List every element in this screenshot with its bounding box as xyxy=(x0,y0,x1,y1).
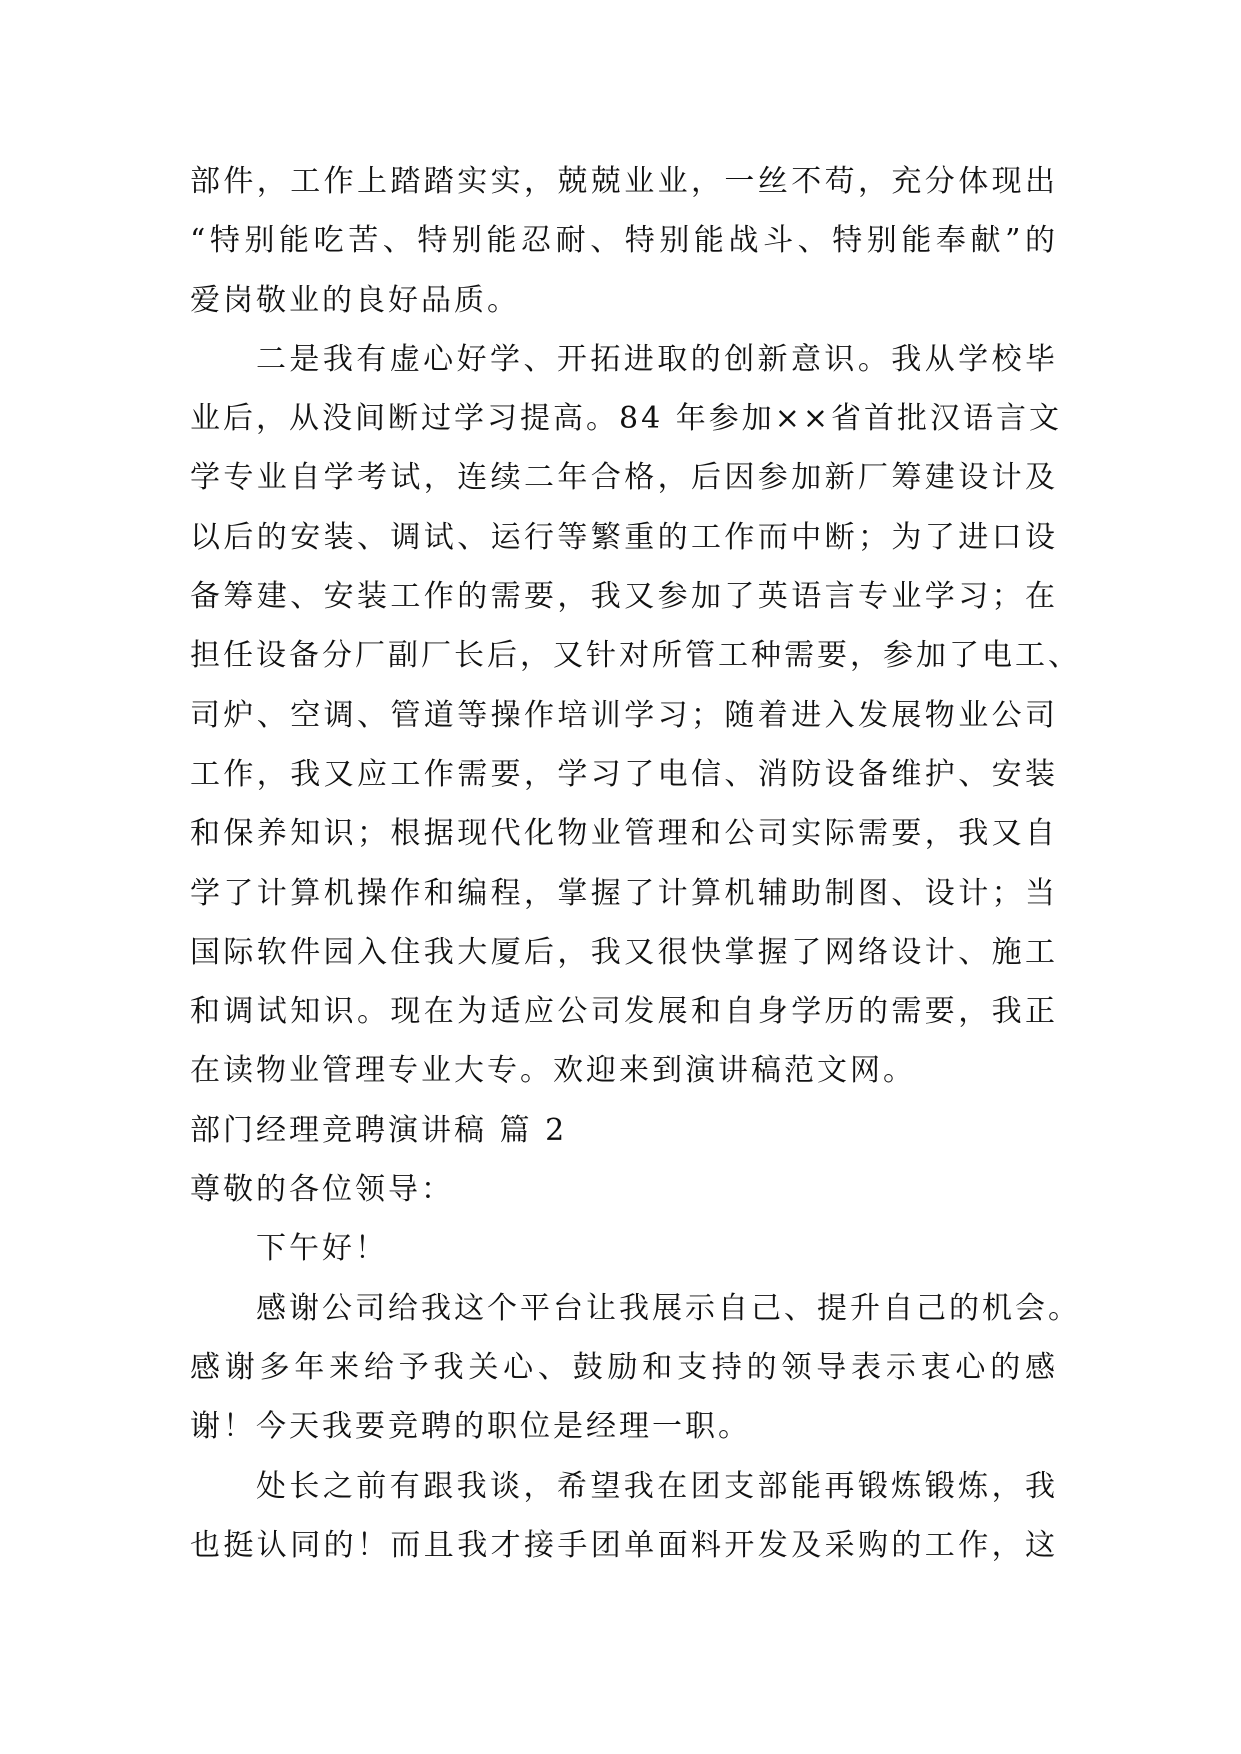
greeting: 下午好！ xyxy=(256,1231,388,1267)
paragraph-discussion xyxy=(190,1457,1058,1576)
section-heading: 部门经理竞聘演讲稿 篇 2 xyxy=(190,1112,568,1148)
text-line: 学了计算机操作和编程，掌握了计算机辅助制图、设计；当 xyxy=(190,875,1058,911)
text-line: 担任设备分厂副厂长后，又针对所管工种需要，参加了电工、 xyxy=(190,638,1081,674)
text-line: 工作，我又应工作需要，学习了电信、消防设备维护、安装 xyxy=(190,756,1058,792)
text-line: 感谢公司给我这个平台让我展示自己、提升自己的机会。 xyxy=(256,1290,1081,1326)
text-line: “特别能吃苦、特别能忍耐、特别能战斗、特别能奉献”的 xyxy=(190,223,1058,259)
text-line: 国际软件园入住我大厦后，我又很快掌握了网络设计、施工 xyxy=(190,934,1058,970)
paragraph-thanks xyxy=(190,1279,1081,1457)
text-line: 业后，从没间断过学习提高。84 年参加××省首批汉语言文 xyxy=(190,401,1062,437)
text-line: 备筹建、安装工作的需要，我又参加了英语言专业学习；在 xyxy=(190,579,1058,615)
text-line: 和保养知识；根据现代化物业管理和公司实际需要，我又自 xyxy=(190,816,1058,852)
text-line: 谢！今天我要竞聘的职位是经理一职。 xyxy=(190,1409,751,1445)
text-line: 处长之前有跟我谈，希望我在团支部能再锻炼锻炼，我 xyxy=(256,1468,1058,1504)
text-line: 在读物业管理专业大专。欢迎来到演讲稿范文网。 xyxy=(190,1053,916,1089)
text-line: 司炉、空调、管道等操作培训学习；随着进入发展物业公司 xyxy=(190,697,1058,733)
text-line: 以后的安装、调试、运行等繁重的工作而中断；为了进口设 xyxy=(190,519,1058,555)
text-line: 二是我有虚心好学、开拓进取的创新意识。我从学校毕 xyxy=(256,341,1058,377)
text-line: 也挺认同的！而且我才接手团单面料开发及采购的工作，这 xyxy=(190,1527,1058,1563)
document-page xyxy=(190,152,1081,1575)
text-line: 爱岗敬业的良好品质。 xyxy=(190,282,520,318)
text-line: 和调试知识。现在为适应公司发展和自身学历的需要，我正 xyxy=(190,994,1058,1030)
salutation: 尊敬的各位领导： xyxy=(190,1172,454,1208)
text-line: 学专业自学考试，连续二年合格，后因参加新厂筹建设计及 xyxy=(190,460,1058,496)
paragraph-continuation xyxy=(190,152,1058,330)
text-line: 部件，工作上踏踏实实，兢兢业业，一丝不苟，充分体现出 xyxy=(190,164,1058,199)
paragraph-learning xyxy=(190,330,1081,1101)
text-line: 感谢多年来给予我关心、鼓励和支持的领导表示衷心的感 xyxy=(190,1349,1058,1385)
